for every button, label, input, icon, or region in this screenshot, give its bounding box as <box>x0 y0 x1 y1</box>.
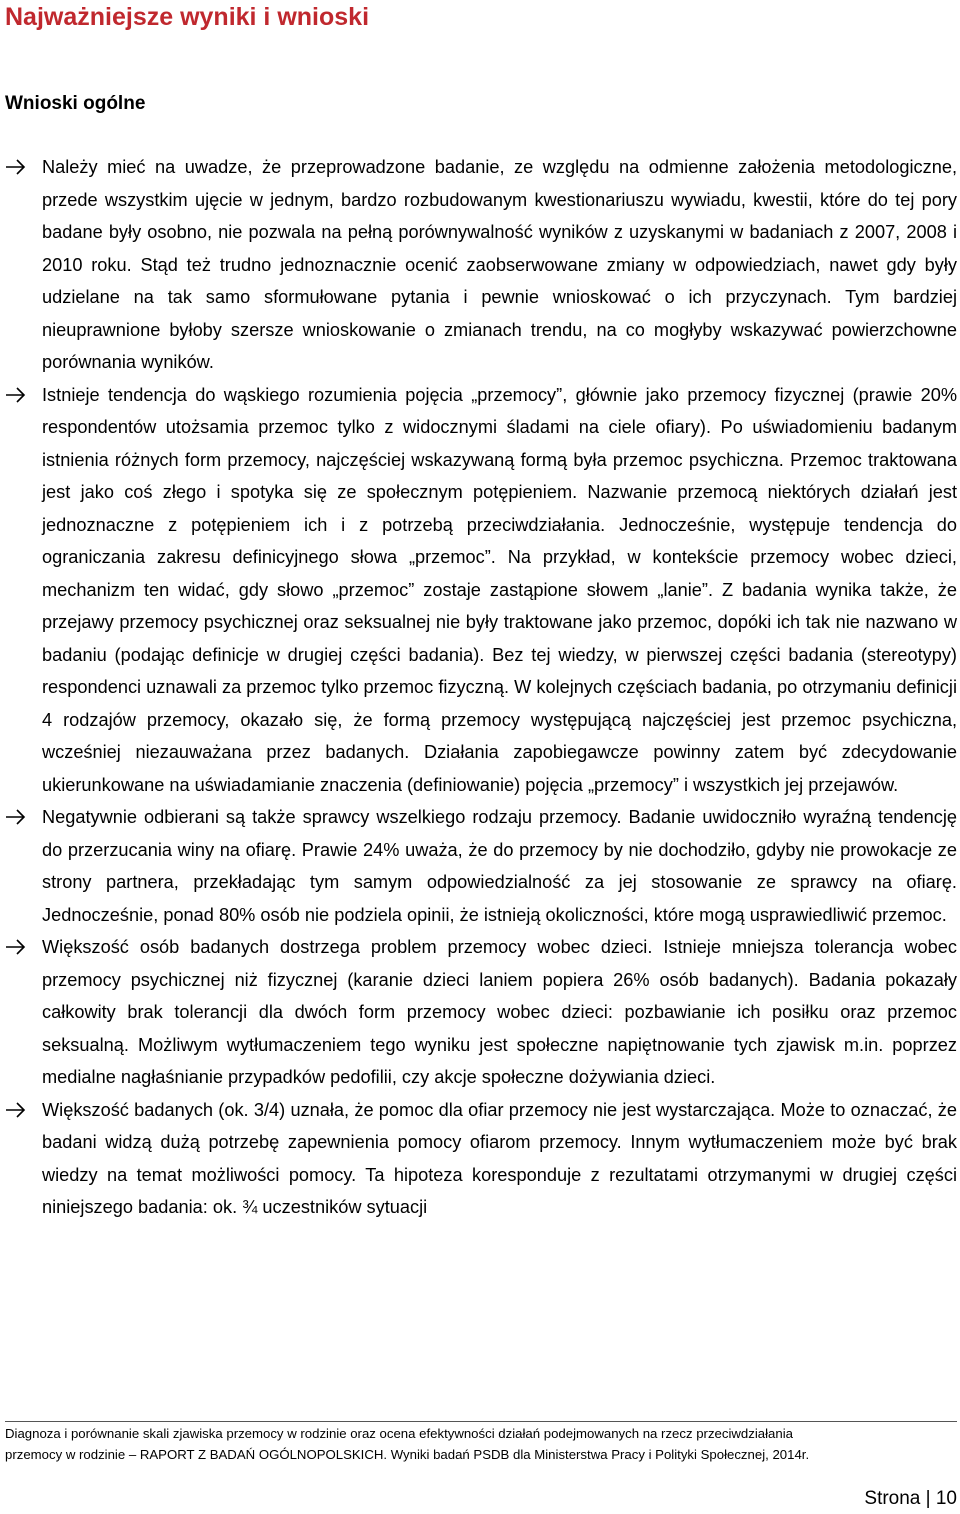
list-item-text: Istnieje tendencja do wąskiego rozumienia pojęcia „przemocy”, głównie jako przemocy fizycznej (prawie 20% respondentów utożsamia przemoc tylko z widocznymi śladami na ciele ofiary). Po uświadomieniu badanym istnienia różnych form przemocy, najczęściej wskazywaną formą była przemoc psychiczna. Przemoc traktowana jest jako coś złego i spotyka się ze społecznym potępieniem. Nazwanie przemocą niektórych działań jest jednoznaczne z potępieniem ich i z potrzebą przeciwdziałania. Jednocześnie, występuje tendencja do ograniczania zakresu definicyjnego słowa „przemoc”. Na przykład, w kontekście przemocy wobec dzieci, mechanizm ten widać, gdy słowo „przemoc” zostaje zastąpione słowem „lanie”. Z badania wynika także, że przejawy przemocy psychicznej oraz seksualnej nie były traktowane jako przemoc, dopóki ich tak nie nazwano w badaniu (podając definicje w drugiej części badania). Bez tej wiedzy, w pierwszej części badania (stereotypy) respondenci uznawali za przemoc tylko przemoc fizyczną. W kolejnych częściach badania, po otrzymaniu definicji 4 rodzajów przemocy, okazało się, że formą przemocy występującą najczęściej jest przemoc psychiczna, wcześniej niezauważana przez badanych. Działania zapobiegawcze powinny zatem być zdecydowanie ukierunkowane na uświadamianie znaczenia (definiowanie) pojęcia „przemocy” i wszystkich jej przejawów. <box>42 384 957 795</box>
list-item <box>0 151 960 379</box>
arrow-right-icon <box>4 151 28 183</box>
page-footer <box>5 1421 957 1465</box>
conclusions-list <box>0 151 960 1224</box>
arrow-right-icon <box>4 379 28 411</box>
page-title: Najważniejsze wyniki i wnioski <box>5 3 370 31</box>
arrow-right-icon <box>4 931 28 963</box>
list-item-text: Większość osób badanych dostrzega problem przemocy wobec dzieci. Istnieje mniejsza tolerancja wobec przemocy psychicznej niż fizycznej (karanie dzieci laniem popiera 26% osób badanych). Badania pokazały całkowity brak tolerancji dla dwóch form przemocy wobec dzieci: pozbawianie ich posiłku oraz przemoc seksualną. Możliwym wytłumaczeniem tego wyniku jest społeczne napiętnowanie tych zjawisk m.in. poprzez medialne nagłaśnianie przypadków pedofilii, czy akcje społeczne dożywiania dzieci. <box>42 937 957 1087</box>
arrow-right-icon <box>4 1094 28 1126</box>
list-item <box>0 801 960 931</box>
page-number: Strona | 10 <box>864 1488 957 1509</box>
footer-line: przemocy w rodzinie – RAPORT Z BADAŃ OGÓLNOPOLSKICH. Wyniki badań PSDB dla Ministerstwa Pracy i Polityki Społecznej, 2014r. <box>5 1447 810 1462</box>
list-item <box>0 379 960 802</box>
list-item-text: Większość badanych (ok. 3/4) uznała, że pomoc dla ofiar przemocy nie jest wystarczająca. Może to oznaczać, że badani widzą dużą potrzebę zapewnienia pomocy ofiarom przemocy. Innym wytłumaczeniem może być brak wiedzy na temat możliwości pomocy. Ta hipoteza koresponduje z rezultatami otrzymanymi w drugiej części niniejszego badania: ok. ¾ uczestników sytuacji <box>42 1099 957 1217</box>
section-title: Wnioski ogólne <box>5 93 146 114</box>
footer-line: Diagnoza i porównanie skali zjawiska przemocy w rodzinie oraz ocena efektywności działań podejmowanych na rzecz przeciwdziałania <box>5 1426 793 1441</box>
list-item <box>0 1094 960 1224</box>
list-item-text: Negatywnie odbierani są także sprawcy wszelkiego rodzaju przemocy. Badanie uwidoczniło wyraźną tendencję do przerzucania winy na ofiarę. Prawie 24% uważa, że do przemocy by nie dochodziło, gdyby nie prowokacje ze strony partnera, przekładając tym samym odpowiedzialność za jej stosowanie ze sprawcy na ofiarę. Jednocześnie, ponad 80% osób nie podziela opinii, że istnieją okoliczności, które mogą usprawiedliwić przemoc. <box>42 807 957 925</box>
list-item-text: Należy mieć na uwadze, że przeprowadzone badanie, ze względu na odmienne założenia metodologiczne, przede wszystkim ujęcie w jednym, bardzo rozbudowanym kwestionariuszu wywiadu, kwestii, które do tej pory badane były osobno, nie pozwala na pełną porównywalność wyników z uzyskanymi w badaniach z 2007, 2008 i 2010 roku. Stąd też trudno jednoznacznie ocenić zaobserwowane zmiany w odpowiedziach, nawet gdy były udzielane na tak samo sformułowane pytania i pewnie wnioskować o ich przyczynach. Tym bardziej nieuprawnione byłoby szersze wnioskowanie o zmianach trendu, na co mogłyby wskazywać powierzchowne porównania wyników. <box>42 157 957 372</box>
list-item <box>0 931 960 1094</box>
arrow-right-icon <box>4 801 28 833</box>
